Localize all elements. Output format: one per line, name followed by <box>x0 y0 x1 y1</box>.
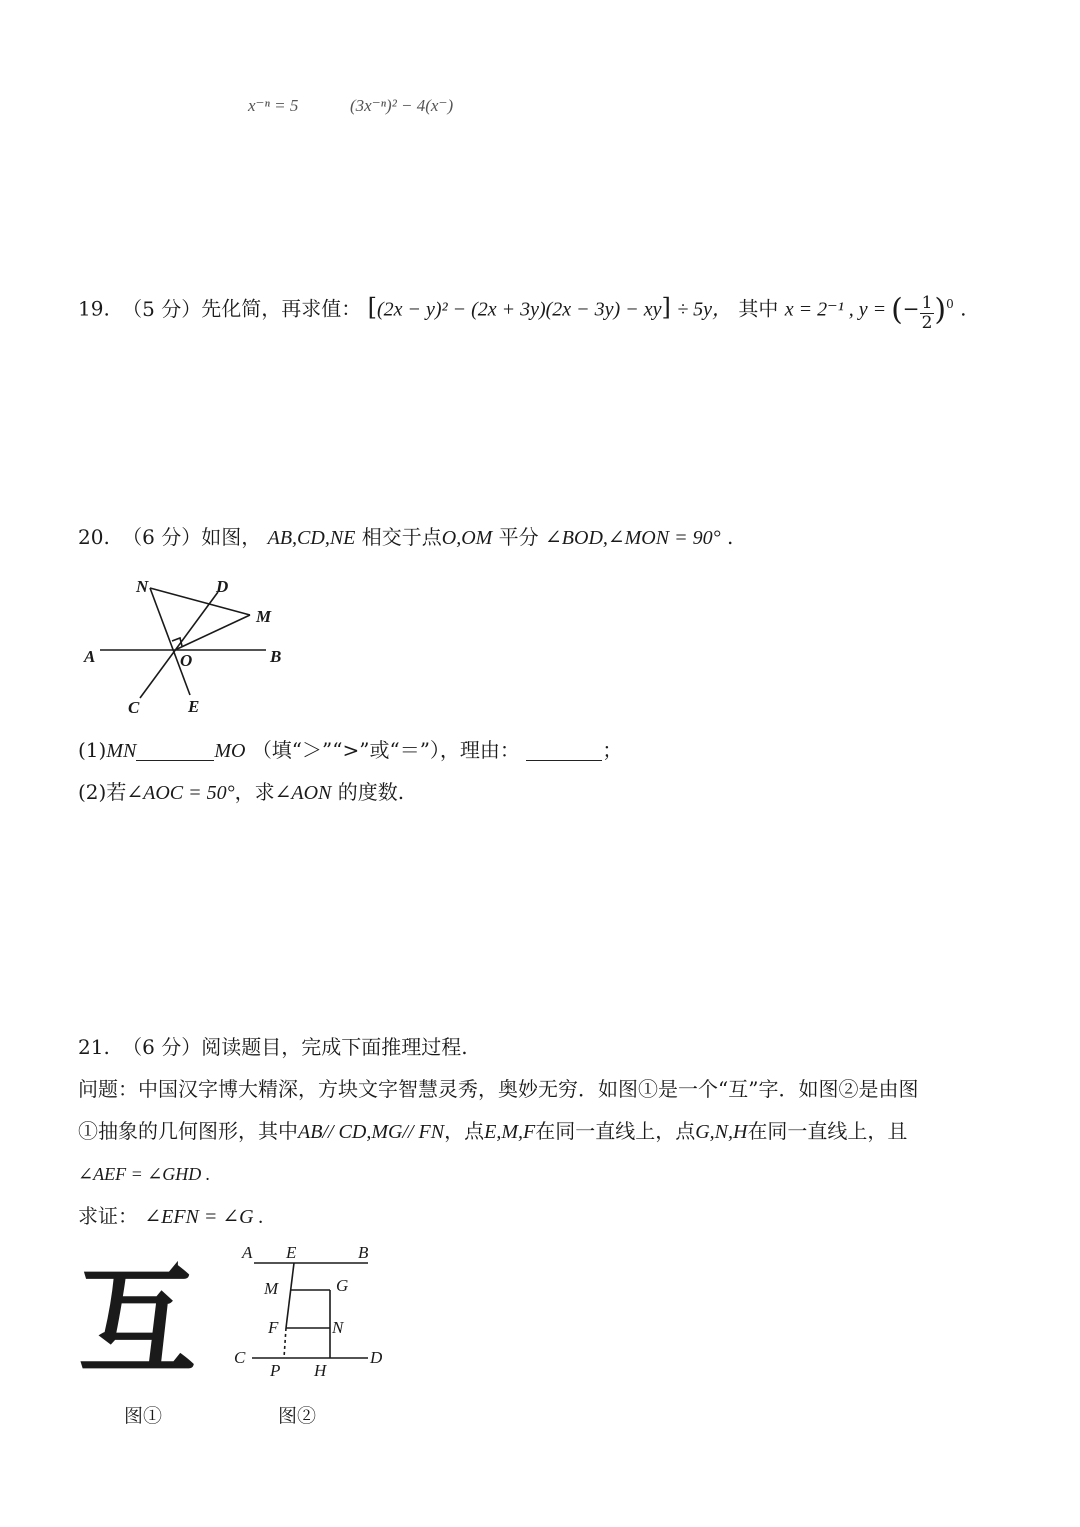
q20-part1-blank-reason[interactable] <box>526 740 602 761</box>
fig2-label-m: M <box>264 1279 279 1298</box>
q21-p2-a: ①抽象的几何图形，其中 <box>78 1119 298 1143</box>
q19-frac-num: 1 <box>921 292 933 313</box>
q21-text: 阅读题目，完成下面推理过程. <box>201 1035 468 1059</box>
line-cd <box>140 592 218 698</box>
q21-p2-m2: E,M,F <box>484 1121 536 1143</box>
q20-part2-text: ，求 <box>234 780 275 804</box>
segment-om <box>175 615 250 650</box>
segment-nm <box>150 588 250 615</box>
q20-part1-label: (1) <box>78 738 107 762</box>
q20-part1-a: MN <box>106 740 137 762</box>
q20-lines: AB,CD,NE <box>267 527 356 549</box>
q20-part2 <box>78 778 404 807</box>
label-e: E <box>188 697 200 716</box>
fig2-label-e: E <box>286 1243 297 1262</box>
q21-figure-2 <box>228 1238 398 1388</box>
q19-frac-sign: − <box>902 296 920 321</box>
q20-point: O,OM <box>441 527 493 549</box>
q20-figure <box>78 570 308 720</box>
q20-number: 20. <box>78 525 110 549</box>
q20-score: （6 分） <box>122 525 202 549</box>
q20-part2-target: ∠AON <box>274 782 332 804</box>
q21-p2-c: 在同一直线上，点 <box>535 1119 696 1143</box>
q19-expression: [ <box>367 293 377 322</box>
q21-paragraph-3: ∠AEF = ∠GHD . <box>78 1164 211 1184</box>
fig2-label-n: N <box>332 1318 344 1337</box>
q19-expr-div: ÷ 5y， <box>677 298 733 321</box>
q20-text1: 如图， <box>201 525 262 549</box>
question-19 <box>78 290 966 333</box>
q20-part2-angle: ∠AOC = 50° <box>126 782 235 804</box>
q19-paren-close: ) <box>934 292 947 328</box>
dashed-fp <box>284 1328 286 1358</box>
q21-prove-label: 求证： <box>78 1204 138 1228</box>
label-m: M <box>256 607 272 626</box>
q20-end: . <box>726 525 734 549</box>
fig2-label-h: H <box>314 1361 327 1380</box>
q20-text2: 相交于点 <box>361 525 442 549</box>
label-d: D <box>216 577 229 596</box>
label-n: N <box>136 577 149 596</box>
q21-number: 21. <box>78 1035 110 1059</box>
q19-text: 先化简，再求值： <box>201 296 362 321</box>
q21-paragraph-2 <box>78 1117 907 1146</box>
q20-text3: 平分 <box>498 525 539 549</box>
q20-part2-end: 的度数. <box>337 780 405 804</box>
line-emf <box>286 1263 294 1328</box>
prev-question-fragment-right: (3x⁻ⁿ)² − 4(x⁻) <box>350 96 454 115</box>
q21-paragraph-1: 问题：中国汉字博大精深，方块文字智慧灵秀，奥妙无穷．如图①是一个“互”字．如图②是由图 <box>78 1077 919 1101</box>
q21-figure-2-caption: 图② <box>278 1405 317 1427</box>
q20-part1-b: MO <box>214 740 246 762</box>
q19-frac-den: 2 <box>921 312 933 333</box>
q20-angles: ∠BOD,∠MON = 90° <box>545 527 721 549</box>
fig2-label-g: G <box>336 1276 349 1295</box>
prev-question-fragment-left: x⁻ⁿ = 5 <box>248 96 299 115</box>
q19-paren-open: ( <box>891 292 903 328</box>
q19-score: （5 分） <box>122 296 202 321</box>
question-21 <box>78 1033 468 1061</box>
q21-figure-1-caption: 图① <box>124 1405 163 1427</box>
q21-score: （6 分） <box>122 1035 202 1059</box>
q21-figure-1-glyph: 互 <box>78 1253 197 1391</box>
question-20 <box>78 523 733 552</box>
q19-number: 19. <box>78 296 110 321</box>
label-o: O <box>180 651 193 670</box>
fig2-label-f: F <box>268 1318 279 1337</box>
q19-expression-close: ] <box>661 293 671 322</box>
q20-part2-label: (2)若 <box>78 780 127 804</box>
q19-exponent: 0 <box>946 297 954 311</box>
q19-end: . <box>960 296 967 321</box>
q20-part1-blank-compare[interactable] <box>136 740 214 761</box>
q21-p2-b: ，点 <box>444 1119 485 1143</box>
q21-prove <box>78 1202 264 1231</box>
q19-where: 其中 <box>738 296 779 321</box>
q21-p2-d: 在同一直线上，且 <box>747 1119 908 1143</box>
fig2-label-p: P <box>270 1361 281 1380</box>
fig2-label-c: C <box>234 1348 246 1367</box>
q20-part1-hint: （填“＞”“>”或“＝”），理由： <box>251 738 520 762</box>
label-b: B <box>270 647 282 666</box>
fig2-label-b: B <box>358 1243 369 1262</box>
label-c: C <box>128 698 140 717</box>
fig2-label-d: D <box>370 1348 383 1367</box>
line-ne <box>150 588 193 695</box>
q19-expr-main: (2x − y)² − (2x + 3y)(2x − 3y) − xy <box>377 298 662 321</box>
q19-condition: x = 2⁻¹ , y = <box>784 298 892 321</box>
q21-p2-m1: AB// CD,MG// FN <box>298 1121 445 1143</box>
fig2-label-a: A <box>242 1243 253 1262</box>
q20-part1 <box>78 736 622 765</box>
q21-p2-m3: G,N,H <box>695 1121 748 1143</box>
q19-fraction <box>920 294 935 333</box>
q21-prove-statement: ∠EFN = ∠G . <box>144 1206 264 1228</box>
right-angle-mark <box>172 638 182 646</box>
label-a: A <box>84 647 96 666</box>
q20-part1-end: ； <box>602 738 623 762</box>
